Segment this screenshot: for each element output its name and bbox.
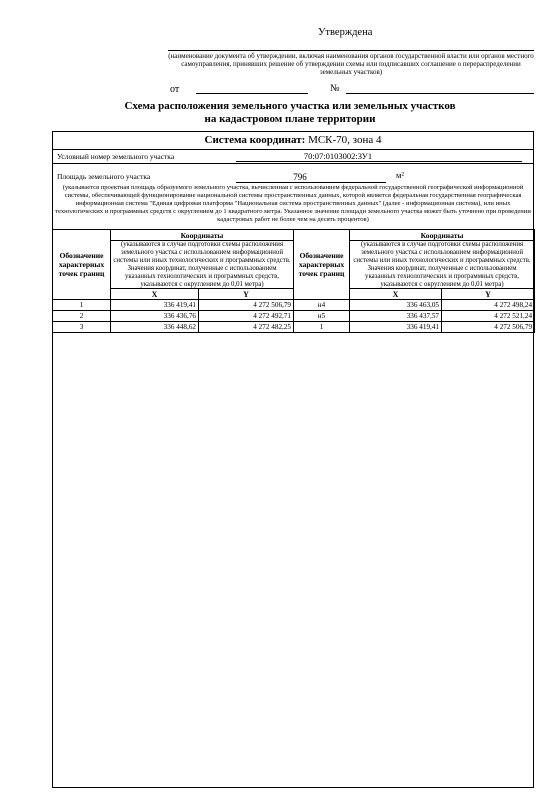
number-label: №	[330, 83, 340, 94]
approved-note: (наименование документа об утверждении, включая наименования органов государственной власти или органов местного самоуправления, принявших решение об утверждении схемы или подписавших соглашение о перераспределении земельных участков)	[168, 52, 534, 77]
point-id: н5	[294, 311, 350, 322]
area-label: Площадь земельного участка	[57, 172, 151, 181]
approved-label: Утверждена	[318, 27, 373, 38]
coordinate-system-row	[52, 131, 534, 150]
area-underline	[236, 182, 386, 183]
x-value: 336 463,05	[350, 300, 442, 311]
x-header-left: X	[111, 289, 199, 300]
number-field-line	[346, 93, 534, 94]
approved-underline	[168, 50, 534, 51]
cadastral-label: Условный номер земельного участка	[57, 152, 175, 161]
x-value: 336 419,41	[350, 322, 442, 333]
point-header-left: Обозначение характерных точек границ	[53, 230, 111, 300]
y-value: 4 272 482,25	[199, 322, 294, 333]
x-value: 336 437,57	[350, 311, 442, 322]
date-field-line	[196, 93, 308, 94]
point-id: н4	[294, 300, 350, 311]
x-value: 336 448,62	[111, 322, 199, 333]
x-header-right: X	[350, 289, 442, 300]
table-row	[53, 311, 535, 322]
coords-header-right: Координаты	[350, 230, 535, 241]
coordinates-table	[52, 229, 535, 333]
coords-note-right: (указываются в случае подготовки схемы расположения земельного участка с использованием информационной системы или иных технологических и программных средств. Значения координат, полученные с использованием указанных технологических и программных средств, указываются с округлением до 0,01 метра)	[350, 241, 535, 289]
coordinate-system-label: Система координат:	[204, 134, 306, 146]
area-note: (указывается проектная площадь образуемого земельного участка, вычисленная с использованием федеральной государственной географической информационной системы, обеспечивающей функционирование национальной системы пространственных данных, которой является федеральная государственная географическая информационная система "Единая цифровая платформа "Национальная система пространственных данных" (далее - информационная система), или иных технологических и программных средств с округлением до 1 квадратного метра. Указанное значение площади земельного участка может быть уточнено при проведении кадастровых работ не более чем на десять процентов)	[55, 184, 531, 224]
coordinate-system-value: МСК-70, зона 4	[308, 134, 382, 146]
y-header-right: Y	[442, 289, 535, 300]
point-id: 3	[53, 322, 111, 333]
document-title: Схема расположения земельного участка или земельных участков на кадастровом плане территории	[124, 100, 456, 125]
y-value: 4 272 506,79	[199, 300, 294, 311]
from-label: от	[170, 84, 180, 95]
table-row	[53, 300, 535, 311]
point-id: 1	[53, 300, 111, 311]
y-value: 4 272 521,24	[442, 311, 535, 322]
y-value: 4 272 492,71	[199, 311, 294, 322]
y-value: 4 272 506,79	[442, 322, 535, 333]
cadastral-number: 70:07:0103002:ЗУ1	[303, 151, 373, 161]
x-value: 336 436,76	[111, 311, 199, 322]
point-header-right: Обозначение характерных точек границ	[294, 230, 350, 300]
coords-header-left: Координаты	[111, 230, 294, 241]
coords-note-left: (указываются в случае подготовки схемы расположения земельного участка с использованием информационной системы или иных технологических и программных средств. Значения координат, полученные с использованием указанных технологических и программных средств, указываются с округлением до 0,01 метра)	[111, 241, 294, 289]
cadastral-underline	[236, 161, 522, 162]
y-value: 4 272 498,24	[442, 300, 535, 311]
y-header-left: Y	[199, 289, 294, 300]
area-value: 796	[293, 172, 307, 182]
area-unit: м²	[396, 170, 404, 180]
point-id: 2	[53, 311, 111, 322]
table-row	[53, 322, 535, 333]
point-id: 1	[294, 322, 350, 333]
x-value: 336 419,41	[111, 300, 199, 311]
